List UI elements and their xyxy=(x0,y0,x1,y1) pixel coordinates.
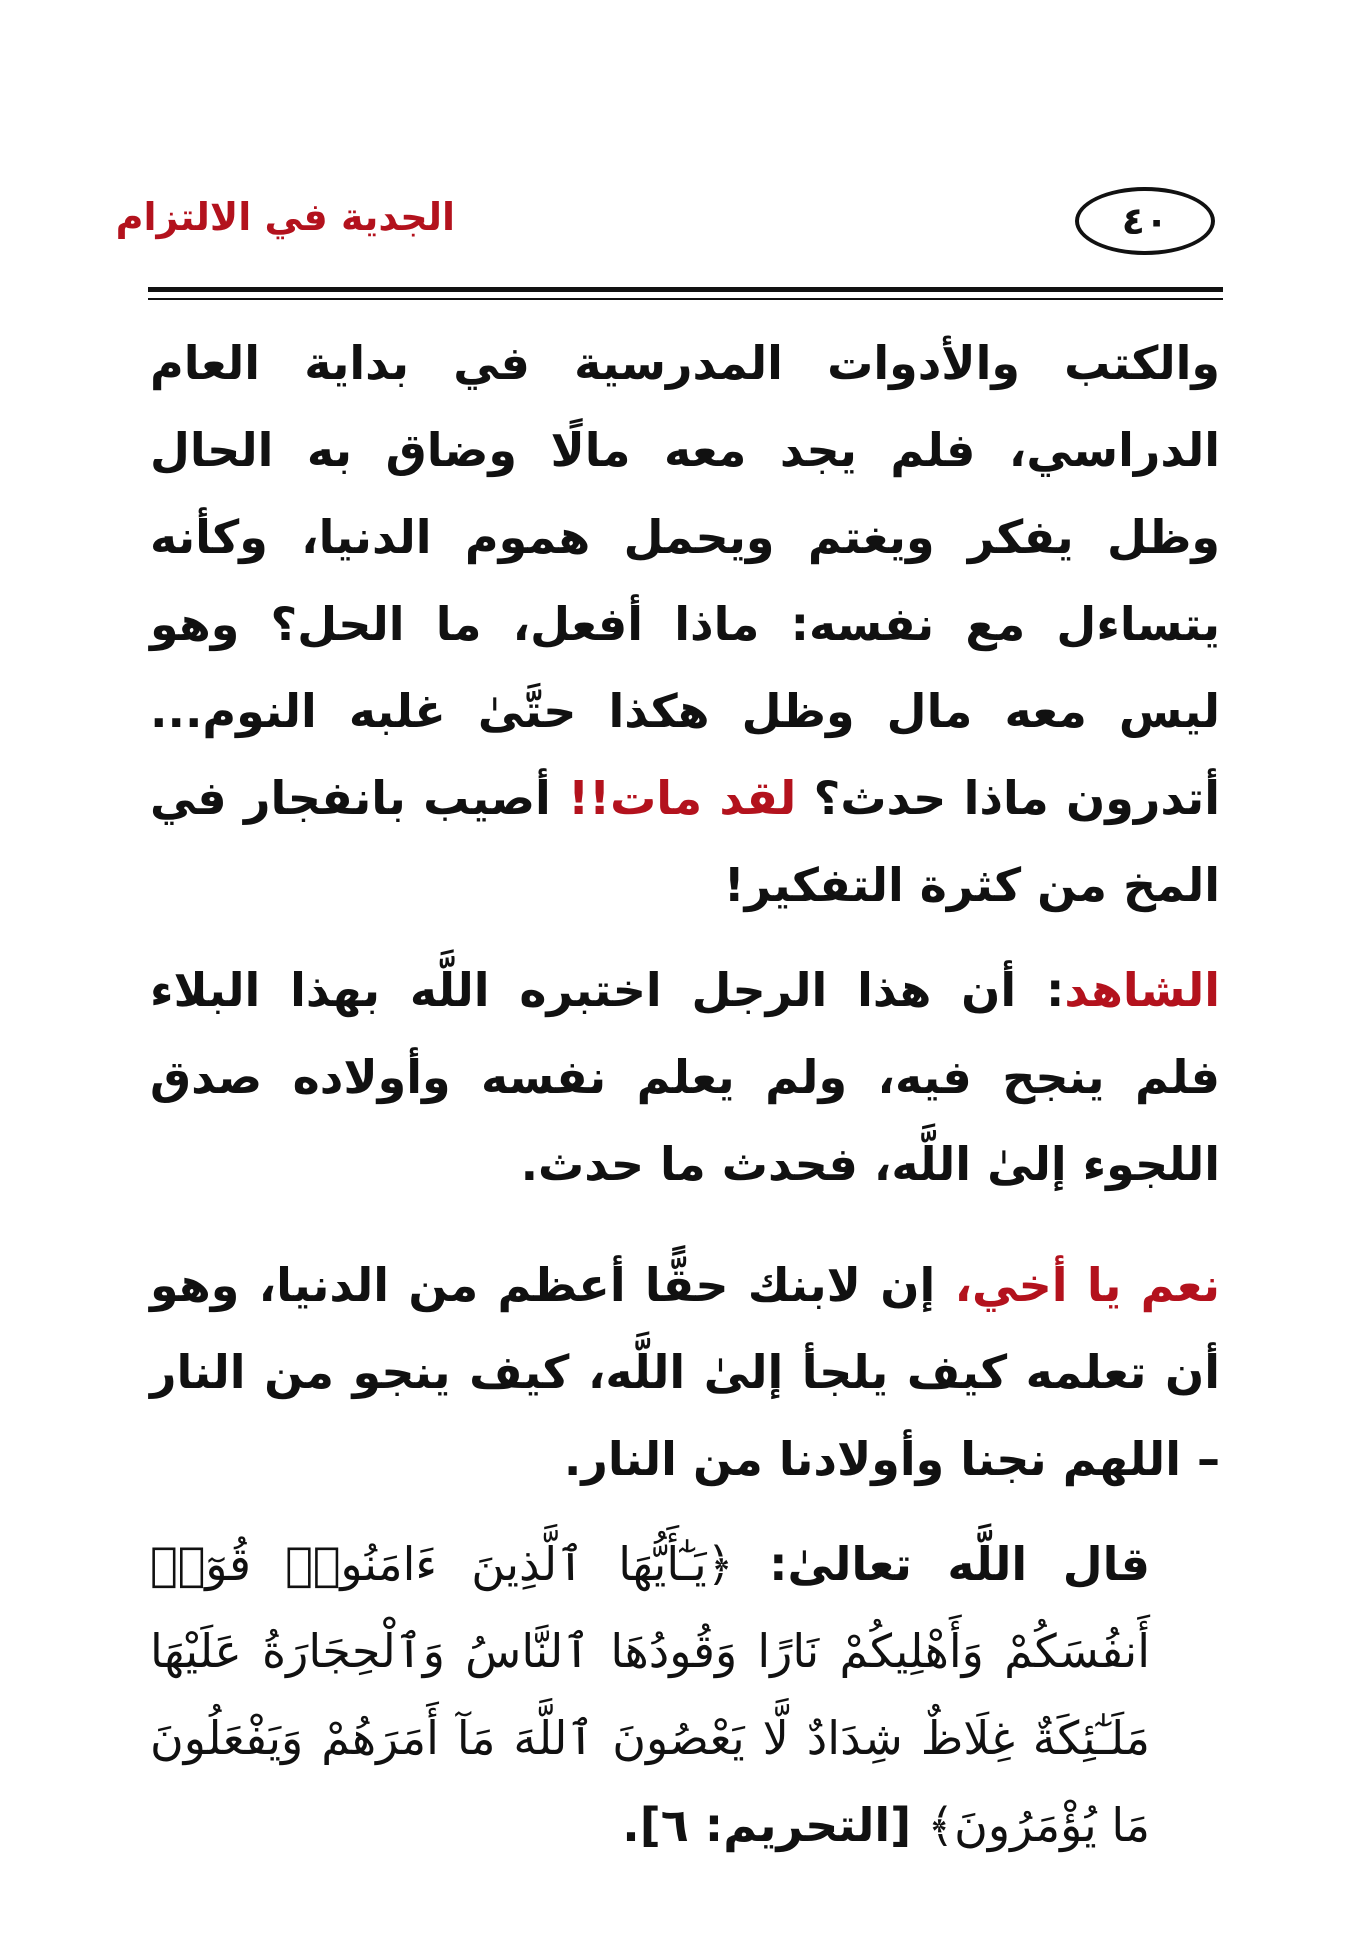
paragraph-text: إن لابنك حقًّا أعظم من الدنيا، وهو أن تعلمه كيف يلجأ إلىٰ اللَّه، كيف ينجو من النار – اللهم نجنا وأولادنا من النار. xyxy=(150,1258,1220,1486)
paragraph-lesson xyxy=(150,947,1220,1208)
paragraph-text: : أن هذا الرجل اختبره اللَّه بهذا البلاء فلم ينجح فيه، ولم يعلم نفسه وأولاده صدق اللجوء إلىٰ اللَّه، فحدث ما حدث. xyxy=(150,963,1220,1191)
quote-intro: قال اللَّه تعالىٰ: xyxy=(733,1537,1150,1591)
header-rule-thin xyxy=(148,298,1223,300)
running-title: الجدية في الالتزام xyxy=(115,195,455,239)
paragraph-label: نعم يا أخي، xyxy=(954,1258,1220,1312)
page-number: ٤٠ xyxy=(1075,187,1215,255)
highlight-text: لقد مات!! xyxy=(550,771,814,825)
header-rule-thick xyxy=(148,287,1223,292)
paragraph-quran xyxy=(150,1521,1220,1869)
verse-citation: [التحريم: ٦]. xyxy=(622,1798,928,1852)
paragraph-text: والكتب والأدوات المدرسية في بداية العام الدراسي، فلم يجد معه مالًا وضاق به الحال وظل يفكر ويغتم ويحمل هموم الدنيا، وكأنه يتساءل مع نفسه: ماذا أفعل، ما الحل؟ وهو ليس معه مال وظل هكذا حتَّىٰ غلبه النوم... أتدرون ماذا حدث؟ xyxy=(150,336,1220,825)
quran-verse: ﴿يَـٰٓأَيُّهَا ٱلَّذِينَ ءَامَنُوا۟ قُوٓا۟ أَنفُسَكُمْ وَأَهْلِيكُمْ نَارًا وَقُودُهَا ٱلنَّاسُ وَٱلْحِجَارَةُ عَلَيْهَا مَلَـٰٓئِكَةٌ غِلَاظٌ شِدَادٌ لَّا يَعْصُونَ ٱللَّهَ مَآ أَمَرَهُمْ وَيَفْعَلُونَ مَا يُؤْمَرُونَ﴾ xyxy=(150,1537,1150,1852)
paragraph-text: أصيب بانفجار في المخ من كثرة التفكير! xyxy=(150,771,1220,912)
paragraph-label: الشاهد xyxy=(1064,963,1220,1017)
paragraph-advice xyxy=(150,1242,1220,1503)
page-header xyxy=(115,185,1225,285)
body-text xyxy=(150,320,1220,1869)
paragraph-story xyxy=(150,320,1220,929)
